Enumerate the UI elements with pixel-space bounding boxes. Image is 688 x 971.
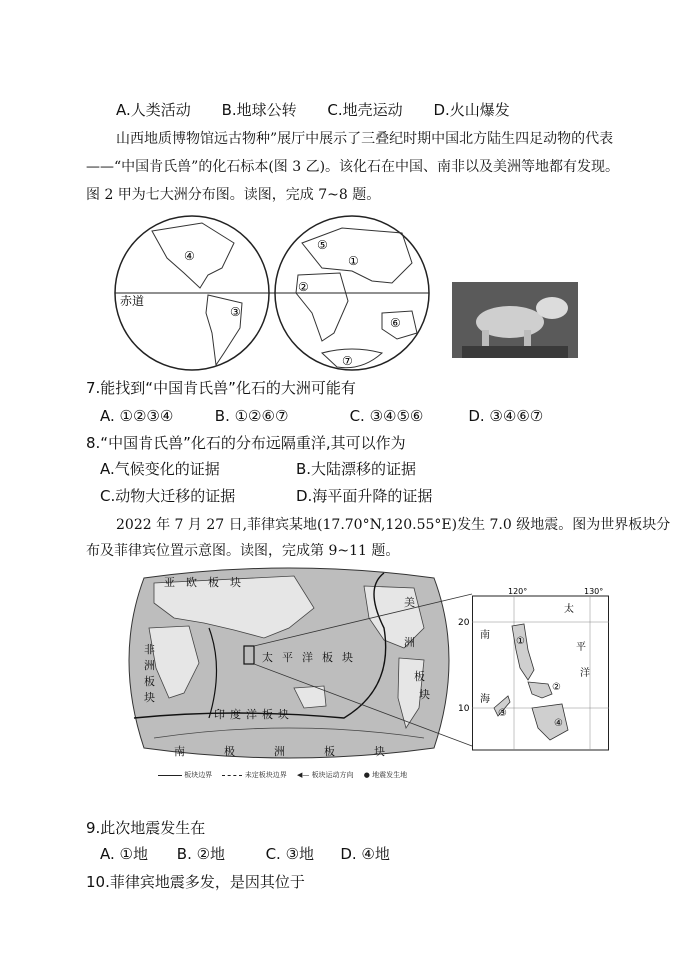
passage1-line2: ——“中国肯氏兽”的化石标本(图 3 乙)。该化石在中国、南非以及美洲等地都有发现。 xyxy=(86,159,620,175)
q9-option-c: C. ③地 xyxy=(265,845,315,863)
continent-label-2: ② xyxy=(298,280,309,294)
plate-char: 非 xyxy=(144,643,155,656)
plate-char: 南 xyxy=(174,745,185,758)
continent-label-4: ④ xyxy=(184,249,195,263)
continent-label-3: ③ xyxy=(230,305,241,319)
q6-option-a: A.人类活动 xyxy=(116,101,191,119)
inset-sea-char: 平 xyxy=(576,642,586,653)
passage1-line1: 山西地质博物馆远古物种”展厅中展示了三叠纪时期中国北方陆生四足动物的代表 xyxy=(116,131,614,147)
q7-option-a: A. ①②③④ xyxy=(100,407,174,425)
plate-char: 平 xyxy=(282,651,293,664)
plate-char: 极 xyxy=(224,745,235,758)
fossil-photo xyxy=(452,282,578,358)
plate-char: 洋 xyxy=(246,708,257,721)
plate-char: 块 xyxy=(230,576,241,589)
continent-label-7: ⑦ xyxy=(342,354,353,368)
map-legend xyxy=(158,770,407,780)
plate-char: 板 xyxy=(322,651,333,664)
q7-options xyxy=(100,407,543,425)
q9-option-b: B. ②地 xyxy=(176,845,226,863)
passage1-line3: 图 2 甲为七大洲分布图。读图，完成 7~8 题。 xyxy=(86,187,381,203)
q9-option-a: A. ①地 xyxy=(100,845,148,863)
inset-point-4: ④ xyxy=(554,718,563,729)
continent-label-5: ⑤ xyxy=(317,238,328,252)
q8-option-a: A.气候变化的证据 xyxy=(100,460,220,478)
q7-option-d: D. ③④⑥⑦ xyxy=(468,407,544,425)
inset-sea-char: 南 xyxy=(480,630,490,641)
inset-lat-10: 10 xyxy=(458,704,470,714)
philippines-inset xyxy=(458,587,610,755)
legend-quake-site: 地震发生地 xyxy=(372,771,408,779)
plate-char: 洲 xyxy=(404,636,415,649)
plate-char: 印 xyxy=(214,708,225,721)
plate-char: 块 xyxy=(342,651,353,664)
legend-undetermined-line xyxy=(222,775,242,776)
plate-char: 板 xyxy=(262,708,273,721)
plate-char: 太 xyxy=(262,651,273,664)
plate-char: 块 xyxy=(278,708,289,721)
passage2-line2: 布及菲律宾位置示意图。读图，完成第 9~11 题。 xyxy=(86,543,400,559)
inset-sea-char: 海 xyxy=(480,694,490,705)
plate-char: 板 xyxy=(208,576,219,589)
equator-label: 赤道 xyxy=(120,294,145,308)
inset-lon-130: 130° xyxy=(584,587,604,596)
plate-char: 亚 xyxy=(164,576,175,589)
q6-option-c: C.地壳运动 xyxy=(327,101,403,119)
passage2-line1: 2022 年 7 月 27 日,菲律宾某地(17.70°N,120.55°E)发生 7.0 级地震。图为世界板块分 xyxy=(116,517,671,533)
continents-figure xyxy=(112,213,442,373)
q9-option-d: D. ④地 xyxy=(340,845,390,863)
legend-plate-motion: 板块运动方向 xyxy=(311,771,354,779)
q6-option-b: B.地球公转 xyxy=(221,101,297,119)
inset-lon-120: 120° xyxy=(508,587,528,596)
inset-sea-char: 太 xyxy=(564,604,574,615)
continent-label-1: ① xyxy=(348,254,359,268)
inset-lat-20: 20 xyxy=(458,618,470,628)
inset-sea-char: 洋 xyxy=(580,668,590,679)
plate-char: 美 xyxy=(404,596,415,609)
plate-char: 块 xyxy=(419,688,430,701)
legend-plate-boundary: 板块边界 xyxy=(184,771,213,779)
plate-char: 板 xyxy=(144,675,155,688)
plate-char: 洲 xyxy=(144,659,155,672)
inset-point-1: ① xyxy=(516,636,525,647)
q8-option-d: D.海平面升降的证据 xyxy=(296,487,433,505)
q7-stem: 7.能找到“中国肯氏兽”化石的大洲可能有 xyxy=(86,379,356,397)
q6-options xyxy=(116,101,536,119)
q7-option-c: C. ③④⑤⑥ xyxy=(349,407,424,425)
q8-option-c: C.动物大迁移的证据 xyxy=(100,487,236,505)
q8-stem: 8.“中国肯氏兽”化石的分布远隔重洋,其可以作为 xyxy=(86,434,406,452)
q9-stem: 9.此次地震发生在 xyxy=(86,819,206,837)
inset-point-2: ② xyxy=(552,682,561,693)
inset-connector xyxy=(250,590,480,750)
plate-char: 块 xyxy=(374,745,385,758)
plate-char: 板 xyxy=(324,745,335,758)
plate-char: 度 xyxy=(230,708,241,721)
plate-char: 洲 xyxy=(274,745,285,758)
continent-label-6: ⑥ xyxy=(390,316,401,330)
legend-boundary-line xyxy=(158,775,182,776)
q8-option-b: B.大陆漂移的证据 xyxy=(296,460,417,478)
q10-stem: 10.菲律宾地震多发，是因其位于 xyxy=(86,873,305,891)
q7-option-b: B. ①②⑥⑦ xyxy=(214,407,289,425)
q9-options xyxy=(100,845,390,863)
arrow-left-icon: ◀— xyxy=(296,771,310,779)
dot-icon: ● xyxy=(363,771,370,779)
legend-undetermined-boundary: 未定板块边界 xyxy=(244,771,287,779)
plate-char: 板 xyxy=(414,670,425,683)
q6-option-d: D.火山爆发 xyxy=(433,101,510,119)
plate-char: 块 xyxy=(144,691,155,704)
plate-char: 欧 xyxy=(186,576,197,589)
plate-char: 洋 xyxy=(302,651,313,664)
inset-point-3: ③ xyxy=(498,708,507,719)
